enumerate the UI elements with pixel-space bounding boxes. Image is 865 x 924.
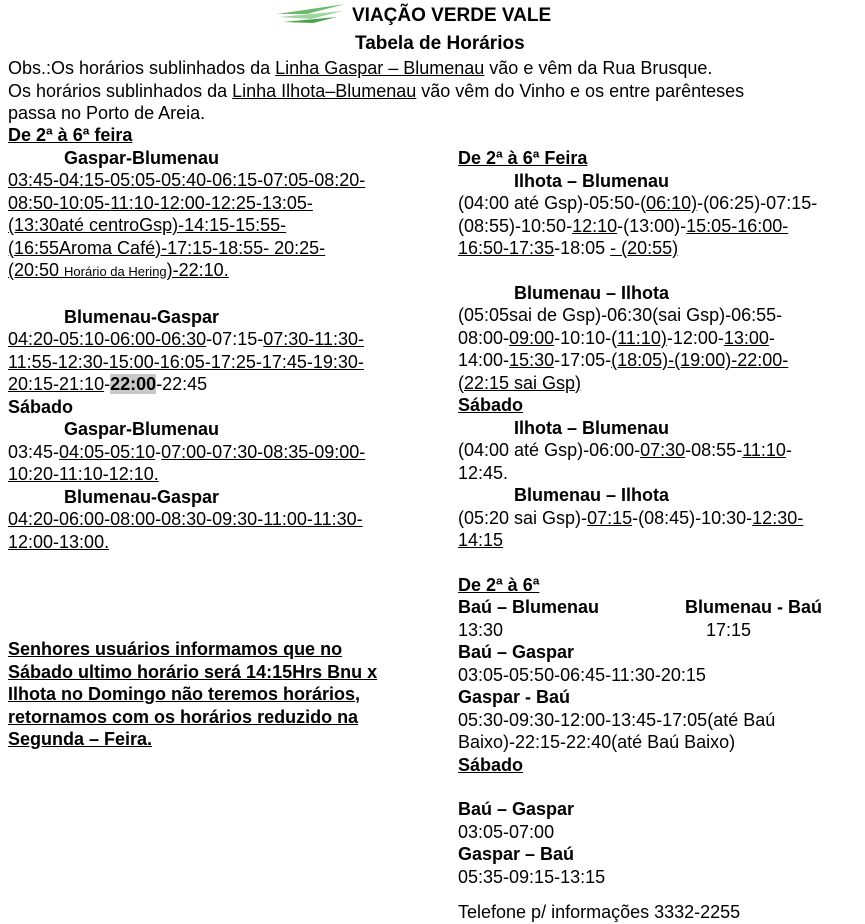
left-column <box>8 124 448 553</box>
schedule-gaspar-blumenau <box>8 169 448 284</box>
schedule-text: 03:45- <box>8 441 60 462</box>
route-title-saturday-gaspar-bau: Gaspar – Baú <box>458 844 575 864</box>
schedule-text: 07:30-11:30- <box>263 329 364 349</box>
notice-line: Senhores usuários informamos que no <box>8 639 343 659</box>
schedule-line <box>8 441 448 464</box>
weekday-heading: De 2ª à 6ª Feira <box>458 148 588 168</box>
schedule-line <box>8 259 448 284</box>
bau-blumenau-row <box>458 596 858 619</box>
weekday-heading: De 2ª à 6ª feira <box>8 125 133 145</box>
schedule-line: 10:20-11:10-12:10. <box>8 464 159 484</box>
obs-line-gaspar-blumenau: Linha Gaspar – Blumenau <box>275 58 485 78</box>
route-title-saturday-bau-gaspar: Baú – Gaspar <box>458 799 575 819</box>
schedule-text: -22:45 <box>156 374 208 394</box>
schedule-text: 12:30- <box>752 507 804 528</box>
page-title: Tabela de Horários <box>355 33 525 54</box>
route-title-bau-blumenau: Baú – Blumenau <box>458 597 600 617</box>
company-name: VIAÇÃO VERDE VALE <box>352 5 552 26</box>
phone-info: Telefone p/ informações 3332-2255 <box>458 902 741 922</box>
schedule-text: -10:10-( <box>554 327 618 348</box>
schedule-line <box>458 439 858 462</box>
route-title-blumenau-ilhota: Blumenau – Ilhota <box>514 282 670 303</box>
schedule-text: 12:10 <box>572 215 618 236</box>
schedule-text: 14:00- <box>458 350 510 370</box>
schedule-text: 16:50-17:35 <box>458 238 555 258</box>
notice-line: retornamos com os horários reduzido na <box>8 706 359 727</box>
schedule-text: - (20:55) <box>610 238 679 258</box>
schedule-text: -(06:25)-07:15- <box>697 193 818 213</box>
spacer <box>458 552 858 574</box>
route-title-blumenau-bau: Blumenau - Baú <box>685 597 823 617</box>
schedule-text: (18:05)-(19:00)-22:00- <box>611 350 789 370</box>
notice-line: Segunda – Feira. <box>8 729 153 749</box>
schedule-line: 03:45-04:15-05:05-05:40-06:15-07:05-08:20- <box>8 170 366 190</box>
schedule-text: 07:15 <box>587 507 633 528</box>
schedule-line: (05:05sai de Gsp)-06:30(sai Gsp)-06:55- <box>458 305 783 325</box>
schedule-line: 12:45. <box>458 462 509 483</box>
schedule-line <box>458 237 858 260</box>
notice-line: Sábado ultimo horário será 14:15Hrs Bnu x <box>8 661 378 682</box>
schedule-saturday-blumenau-gaspar <box>8 508 448 553</box>
schedule-text: 20:15-21:10 <box>8 374 105 394</box>
schedule-line <box>458 349 858 372</box>
schedule-line: (22:15 sai Gsp) <box>458 372 582 393</box>
schedule-line <box>458 215 858 238</box>
route-title-bau-gaspar: Baú – Gaspar <box>458 642 575 662</box>
schedule-ilhota-blumenau <box>458 192 858 260</box>
schedule-text: (04:00 até Gsp)-06:00- <box>458 440 641 460</box>
schedule-text: - <box>104 374 111 394</box>
schedule-line: 13:30 <box>458 619 504 640</box>
schedule-line: (13:30até centroGsp)-14:15-15:55- <box>8 215 287 235</box>
schedule-text: 04:20-05:10-06:00-06:30 <box>8 329 207 349</box>
spacer <box>8 284 448 306</box>
schedule-text: 09:00 <box>509 327 555 348</box>
schedule-line: 04:20-06:00-08:00-08:30-09:30-11:00-11:30- <box>8 509 363 529</box>
schedule-text: - <box>785 440 792 460</box>
schedule-text: (05:20 sai Gsp)- <box>458 507 588 528</box>
schedule-text: 11:10 <box>742 440 786 460</box>
schedule-blumenau-ilhota <box>458 304 858 394</box>
route-title-saturday-blumenau-gaspar: Blumenau-Gaspar <box>64 486 220 507</box>
schedule-text: 08:00- <box>458 327 510 348</box>
route-title-saturday-ilhota-blumenau: Ilhota – Blumenau <box>514 417 670 438</box>
schedule-line: 17:15 <box>706 619 752 640</box>
bau-blumenau-times <box>458 619 858 642</box>
schedule-text: 13:00 <box>723 327 769 348</box>
schedule-line: (16:55Aroma Café)-17:15-18:55- 20:25- <box>8 237 326 258</box>
obs-text: passa no Porto de Areia. <box>8 103 206 123</box>
route-title-gaspar-blumenau: Gaspar-Blumenau <box>64 147 220 168</box>
schedule-line: 05:30-09:30-12:00-13:45-17:05(até Baú <box>458 709 776 730</box>
schedule-text: - <box>768 327 775 348</box>
schedule-text: -18:05 <box>554 238 611 258</box>
schedule-line: 05:35-09:15-13:15 <box>458 866 606 887</box>
schedule-saturday-blumenau-ilhota <box>458 507 858 552</box>
highlighted-time: 22:00 <box>110 374 157 394</box>
schedule-line <box>8 328 448 351</box>
schedule-saturday-ilhota-blumenau <box>458 439 858 484</box>
schedule-text: -12:00- <box>666 327 724 348</box>
obs-text: Os horários sublinhados da <box>8 80 233 101</box>
route-title-saturday-blumenau-ilhota: Blumenau – Ilhota <box>514 485 670 505</box>
schedule-line: 11:55-12:30-15:00-16:05-17:25-17:45-19:30- <box>8 351 364 372</box>
schedule-saturday-gaspar-blumenau <box>8 441 448 486</box>
obs-line-ilhota-blumenau: Linha Ilhota–Blumenau <box>232 80 417 101</box>
schedule-text: 15:30 <box>509 350 555 370</box>
spacer <box>458 260 858 282</box>
schedule-text: 06:10) <box>646 193 698 213</box>
schedule-text: -17:05- <box>554 350 612 370</box>
schedule-line <box>8 373 448 396</box>
schedule-text: (04:00 até Gsp)-05:50-( <box>458 193 647 213</box>
schedule-text: - <box>155 441 162 462</box>
schedule-text: -07:15- <box>206 329 264 349</box>
schedule-line <box>458 507 858 530</box>
schedule-blumenau-gaspar <box>8 328 448 396</box>
route-title-blumenau-gaspar: Blumenau-Gaspar <box>64 306 220 327</box>
schedule-text: 07:00-07:30-08:35-09:00- <box>161 441 366 462</box>
obs-text: vão vêm do Vinho e os entre parênteses <box>416 80 745 101</box>
spacer <box>458 776 858 798</box>
users-notice <box>8 638 428 751</box>
schedule-text: -08:55- <box>685 440 743 460</box>
saturday-heading: Sábado <box>8 396 74 417</box>
schedule-note: Horário da Hering <box>64 264 167 279</box>
saturday-heading: Sábado <box>458 395 524 415</box>
schedule-text: 04:05-05:10 <box>59 441 156 462</box>
right-column <box>458 147 858 888</box>
schedule-line <box>458 192 858 215</box>
observation-note <box>8 57 858 125</box>
schedule-line: 03:05-05:50-06:45-11:30-20:15 <box>458 664 706 685</box>
obs-text: vão e vêm da Rua Brusque. <box>484 58 713 78</box>
schedule-text: (08:55)-10:50- <box>458 215 573 236</box>
schedule-text: 11:10) <box>617 327 667 348</box>
bau-saturday-heading: Sábado <box>458 754 524 775</box>
schedule-text: 15:05-16:00- <box>686 215 789 236</box>
schedule-text: 07:30 <box>640 440 686 460</box>
obs-text: Obs.:Os horários sublinhados da <box>8 58 276 78</box>
schedule-line: 03:05-07:00 <box>458 821 555 842</box>
schedule-line: 12:00-13:00. <box>8 531 110 552</box>
schedule-line: 14:15 <box>458 530 504 550</box>
schedule-text: -(13:00)- <box>617 215 687 236</box>
bau-weekday-heading: De 2ª à 6ª <box>458 574 540 595</box>
schedule-line <box>458 327 858 350</box>
route-title-ilhota-blumenau: Ilhota – Blumenau <box>514 170 670 191</box>
schedule-line: Baixo)-22:15-22:40(até Baú Baixo) <box>458 732 736 752</box>
notice-line: Ilhota no Domingo não teremos horários, <box>8 684 361 704</box>
schedule-text: -(08:45)-10:30- <box>632 507 753 528</box>
route-title-saturday-gaspar-blumenau: Gaspar-Blumenau <box>64 419 220 439</box>
company-logo-icon <box>277 4 345 24</box>
schedule-text: (20:50 <box>8 260 65 280</box>
schedule-text: )-22:10. <box>166 260 229 280</box>
route-title-gaspar-bau: Gaspar - Baú <box>458 687 571 707</box>
schedule-line: 08:50-10:05-11:10-12:00-12:25-13:05- <box>8 192 313 213</box>
